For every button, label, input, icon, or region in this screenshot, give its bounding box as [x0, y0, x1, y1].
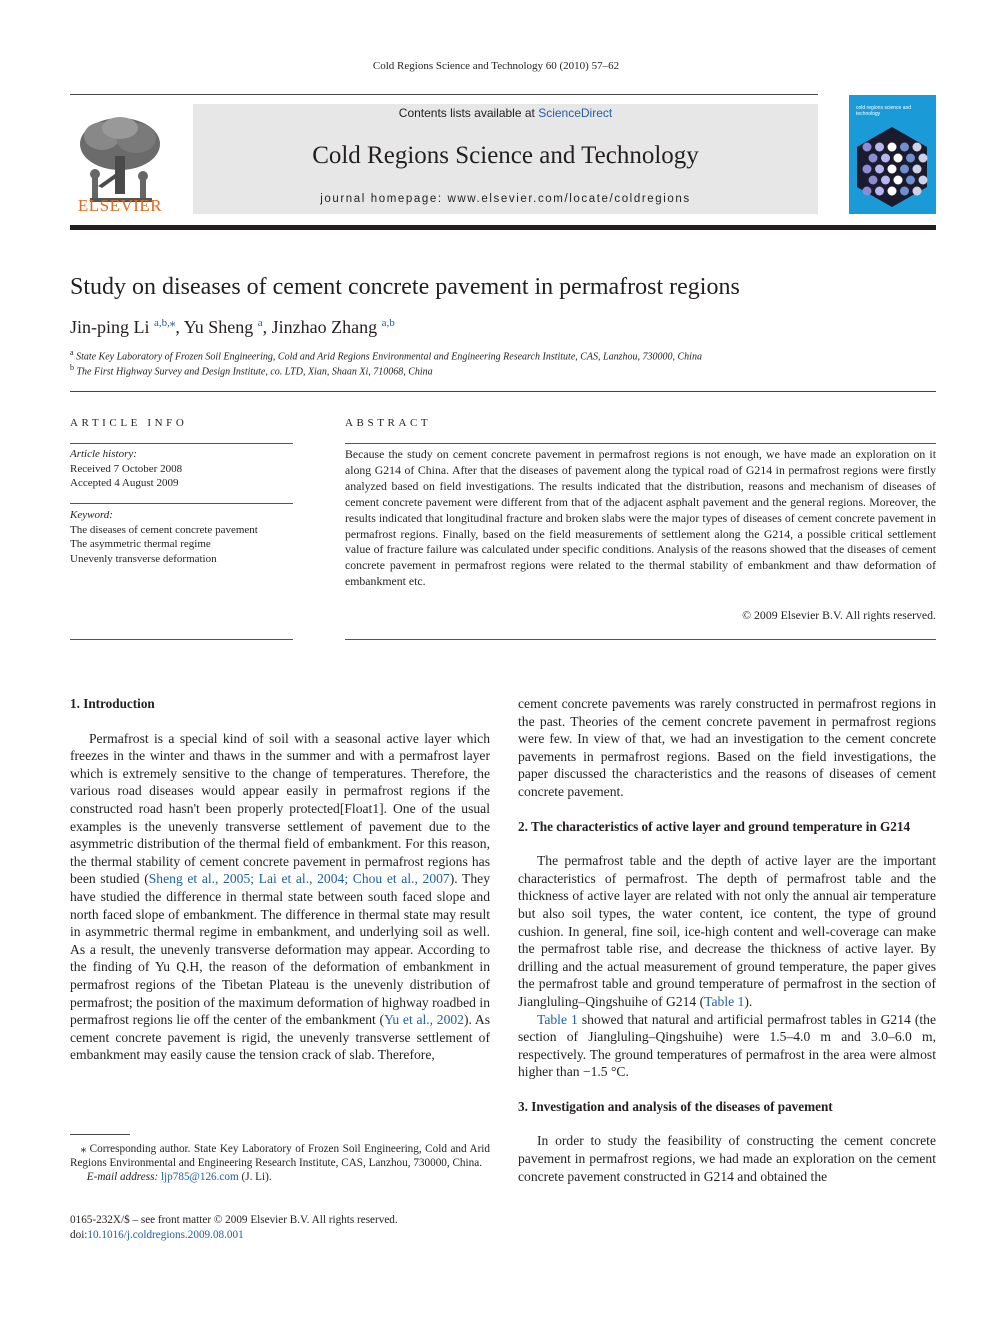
cover-hex-dot — [875, 143, 884, 152]
citation-link[interactable]: Yu et al., 2002 — [384, 1012, 464, 1028]
author-affil-mark[interactable]: a — [257, 317, 263, 329]
paragraph-text: Permafrost is a special kind of soil with a seasonal active layer which freezes in the winter and thaws in the summer and with a permafrost layer which is extremely sensitive to the change of temperatures. Therefore, the various road diseases would appear easily in permafrost regions if the constructed road hasn't been properly protected[Float1]. One of the usual examples is the unevenly transverse settlement of pavement due to the asymmetric distribution of the thermal field of embankment. For this reason, the thermal stability of cement concrete pavement in permafrost regions has been studied ( — [70, 730, 490, 887]
citation-link[interactable]: Sheng et al., 2005; Lai et al., 2004; Chou et al., 2007 — [148, 871, 450, 887]
cover-hex-dot — [919, 176, 928, 185]
table-link[interactable]: Table 1 — [537, 1011, 578, 1027]
footnote-mark: ⁎ — [80, 1143, 87, 1155]
abstract-bottom-rule — [345, 639, 936, 640]
abstract-heading: ABSTRACT — [345, 417, 432, 429]
cover-hex-dot — [894, 176, 903, 185]
paragraph: cement concrete pavements was rarely constructed in permafrost regions in the past. Theories of the cement concrete pavement in permafrost regions were few. In view of that, we had an investigation to the cement concrete pavements in permafrost regions. Based on the field investigations, the paper discussed the characteristics and the reasons of diseases of cement concrete pavement. — [518, 696, 936, 799]
affiliation-a — [70, 348, 936, 362]
abstract-rule — [345, 443, 936, 444]
journal-homepage[interactable]: journal homepage: www.elsevier.com/locate/coldregions — [320, 193, 691, 205]
article-info-rule — [70, 443, 293, 444]
front-matter — [70, 1213, 490, 1242]
cover-hex-dot — [906, 176, 915, 185]
title-block-rule — [70, 391, 936, 392]
section-heading: 3. Investigation and analysis of the diseases of pavement — [518, 1098, 833, 1114]
cover-hex-dot — [875, 187, 884, 196]
issn-line: 0165-232X/$ – see front matter © 2009 Elsevier B.V. All rights reserved. — [70, 1214, 398, 1226]
section-heading: 2. The characteristics of active layer and ground temperature in G214 — [518, 818, 911, 834]
keyword-item: The asymmetric thermal regime — [70, 538, 211, 550]
paragraph-text: The permafrost table and the depth of active layer are the important characteristics of permafrost. The depth of permafrost table and the thickness of active layer are related with not only the annual air temperature but also soil types, the water content, ice content, the type of ground cushion. In general, fine soil, ice-high content and well-coverage can make the permafrost table rise, and decrease the thickness of active layer. By drilling and the actual measurement of ground temperature, the paper gives the permafrost table and ground temperature of permafrost in the section of Jiangluling–Qingshuihe of G214 ( — [518, 853, 936, 1009]
paragraph-text: ). They have studied the difference in thermal state between south faced slope and north faced slope of embankment. The difference in thermal state may result in asymmetric thermal regime in embankment, and underlying soil as well. As a result, the unevenly transverse deformation may appear. According to the finding of Yu Q.H, the reason of the deformation of embankment in permafrost regions of the Tibetan Plateau is the unevenly distribution of permafrost; the position of the maximum deformation of highway roadbed in permafrost regions lie off the center of the embankment ( — [70, 871, 490, 1028]
author-name: Yu Sheng — [183, 317, 254, 337]
doi-link[interactable]: 10.1016/j.coldregions.2009.08.001 — [87, 1228, 244, 1241]
cover-hex-dot — [888, 187, 897, 196]
article-info-heading: ARTICLE INFO — [70, 417, 188, 429]
paragraph — [70, 730, 490, 1064]
abstract-copyright: © 2009 Elsevier B.V. All rights reserved. — [742, 608, 936, 622]
cover-hex-dot — [875, 165, 884, 174]
cover-hex-dot — [906, 154, 915, 163]
cover-hex-dot — [913, 143, 922, 152]
info-bottom-rule — [70, 639, 293, 640]
article-title: Study on diseases of cement concrete pavement in permafrost regions — [70, 274, 740, 300]
cover-hex-dot — [863, 187, 872, 196]
journal-title: Cold Regions Science and Technology — [312, 142, 699, 169]
paragraph-text: showed that natural and artificial permafrost tables in G214 (the section of Jiangluling–Qingshuihe) were 1.5–4.0 m and 3.0–6.0 m, respectively. The ground temperatures of permafrost in the area were almost higher than −1.5 °C. — [518, 1011, 936, 1080]
keyword-list — [70, 508, 293, 566]
author-name: Jin-ping Li — [70, 317, 150, 337]
header-rule — [70, 94, 818, 95]
cover-hex-dot — [913, 165, 922, 174]
cover-hex-dot — [881, 154, 890, 163]
doi-label: doi: — [70, 1228, 88, 1241]
keyword-item: Unevenly transverse deformation — [70, 552, 217, 565]
received-date: Received 7 October 2008 — [70, 462, 183, 475]
footnote-text: Corresponding author. State Key Laboratory of Frozen Soil Engineering, Cold and Arid Regions Environmental and Engineering Research Institute, CAS, Lanzhou, 730000, China. — [70, 1143, 491, 1169]
history-label: Article history: — [70, 448, 137, 460]
cover-hex-dot — [888, 165, 897, 174]
corresponding-author-footnote — [70, 1142, 490, 1184]
cover-hex-dot — [900, 143, 909, 152]
cover-hex-dot — [881, 176, 890, 185]
paragraph-text: ). As cement concrete pavement is rigid, the unevenly transverse settlement of embankment may easily cause the tension crack of slab. Therefore, — [70, 1012, 490, 1063]
author-affil-mark[interactable]: a,b — [381, 317, 395, 329]
footnote-rule — [70, 1134, 130, 1135]
email-suffix: (J. Li). — [238, 1171, 272, 1183]
affiliation-b — [70, 363, 936, 377]
body-left-column — [70, 695, 490, 1064]
cover-hex-dot — [869, 176, 878, 185]
masthead-bottom-rule — [70, 225, 936, 230]
cover-hex-dot — [919, 154, 928, 163]
cover-hex-dot — [900, 187, 909, 196]
body-right-column — [518, 695, 936, 1185]
cover-hex-dot — [869, 154, 878, 163]
running-head: Cold Regions Science and Technology 60 (2010) 57–62 — [372, 60, 620, 72]
email-link[interactable]: ljp785@126.com — [160, 1171, 239, 1183]
accepted-date: Accepted 4 August 2009 — [70, 477, 179, 489]
publisher-wordmark: ELSEVIER — [77, 196, 163, 215]
cover-hex-dot — [863, 165, 872, 174]
section-heading: 1. Introduction — [70, 696, 155, 711]
cover-hex-dot — [900, 165, 909, 174]
author-name: Jinzhao Zhang — [271, 317, 378, 337]
author-separator: , — [262, 317, 272, 337]
article-history — [70, 447, 293, 491]
paragraph-text: ). — [744, 993, 753, 1009]
author-affil-mark[interactable]: a,b,⁎ — [154, 317, 176, 329]
author-list — [70, 316, 936, 338]
keyword-rule — [70, 503, 293, 504]
sciencedirect-link[interactable]: ScienceDirect — [538, 106, 613, 120]
affiliation-text: State Key Laboratory of Frozen Soil Engineering, Cold and Arid Regions Environmental and Engineering Research Institute, CAS, Lanzhou, 730000, China — [76, 351, 702, 363]
contents-prefix: Contents lists available at — [398, 106, 539, 120]
cover-hex-dot — [863, 143, 872, 152]
cover-hex-dot — [894, 154, 903, 163]
affiliation-text: The First Highway Survey and Design Institute, co. LTD, Xian, Shaan Xi, 710068, China — [76, 366, 433, 378]
email-label: E-mail address: — [86, 1171, 161, 1183]
table-link[interactable]: Table 1 — [704, 993, 745, 1009]
author-separator: , — [175, 317, 184, 337]
contents-line — [193, 106, 818, 120]
paragraph — [518, 852, 936, 1010]
paragraph: In order to study the feasibility of constructing the cement concrete pavement in permafrost regions, we had made an exploration on the cement concrete pavement constructed in G214 and obtained the — [518, 1133, 936, 1184]
keyword-label: Keyword: — [70, 509, 113, 521]
affiliation-mark: a — [70, 348, 74, 357]
cover-hex-dot — [888, 143, 897, 152]
abstract-text: Because the study on cement concrete pavement in permafrost regions is not enough, we have made an exploration on it along G214 of China. After that the diseases of pavement along the typical road of G214 in permafrost regions were firstly analyzed based on field investigations. The results indicated that the distribution, reasons and mechanism of diseases of cement concrete pavement were different from that of the adjacent asphalt pavement and the general regions. Moreover, the results indicated that longitudinal fracture and broken slabs were the major types of diseases of cement concrete pavement in permafrost regions. Finally, based on the field measurements of settlement along the G214, a possible critical settlement value of fracture failure was calculated under specific conditions. Analysis of the reasons showed that the diseases of cement concrete pavement in permafrost regions were related to the thermal stability of embankment and thaw deformation of embankment etc. — [345, 447, 936, 589]
affiliation-mark: b — [70, 363, 74, 372]
paragraph — [518, 1011, 936, 1081]
keyword-item: The diseases of cement concrete pavement — [70, 523, 258, 536]
cover-title: cold regions science and technology — [856, 105, 912, 117]
cover-hex-dot — [913, 187, 922, 196]
